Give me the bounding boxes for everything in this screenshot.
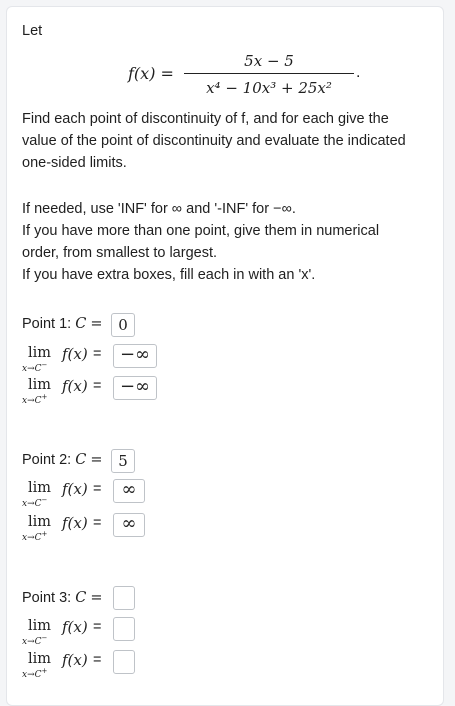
numerator: 5x − 5 <box>244 52 294 70</box>
point-2-label: Point 2: C = <box>22 452 103 468</box>
point-1-c-input[interactable]: 0 <box>111 313 135 337</box>
point-3-right-limit-input[interactable] <box>113 650 135 674</box>
instruction-line-3: one-sided limits. <box>22 155 127 171</box>
function-name: f(x) = <box>128 64 174 83</box>
note-line-3: order, from smallest to largest. <box>22 245 218 261</box>
point-3-left-limit-input[interactable] <box>113 617 135 641</box>
denominator: x⁴ − 10x³ + 25x² <box>206 79 332 97</box>
formula-period: . <box>356 64 361 81</box>
note-line-1: If needed, use 'INF' for ∞ and '-INF' for −∞. <box>22 201 296 217</box>
note-line-2: If you have more than one point, give them in numerical <box>22 223 380 239</box>
point-3-label: Point 3: C = <box>22 590 103 606</box>
note-line-4: If you have extra boxes, fill each in with an 'x'. <box>22 267 316 283</box>
approach-right: x→C+ <box>22 530 48 543</box>
point-2-c-input[interactable]: 5 <box>111 449 135 473</box>
let-text: Let <box>22 23 43 39</box>
approach-left: x→C− <box>22 634 48 647</box>
fraction-bar <box>184 73 354 74</box>
approach-left: x→C− <box>22 361 48 374</box>
function-lhs <box>128 64 174 83</box>
point-1-label: Point 1: C = <box>22 316 103 332</box>
instruction-line-1: Find each point of discontinuity of f, and for each give the <box>22 111 389 127</box>
point-1-left-limit-input[interactable]: −∞ <box>113 344 157 368</box>
point-2-right-limit-input[interactable]: ∞ <box>113 513 145 537</box>
fraction <box>184 50 354 99</box>
point-2-left-limit-input[interactable]: ∞ <box>113 479 145 503</box>
point-1-right-limit-input[interactable]: −∞ <box>113 376 157 400</box>
approach-left: x→C− <box>22 496 48 509</box>
instruction-line-2: value of the point of discontinuity and evaluate the indicated <box>22 133 406 149</box>
point-3-c-input[interactable] <box>113 586 135 610</box>
approach-right: x→C+ <box>22 667 48 680</box>
approach-right: x→C+ <box>22 393 48 406</box>
